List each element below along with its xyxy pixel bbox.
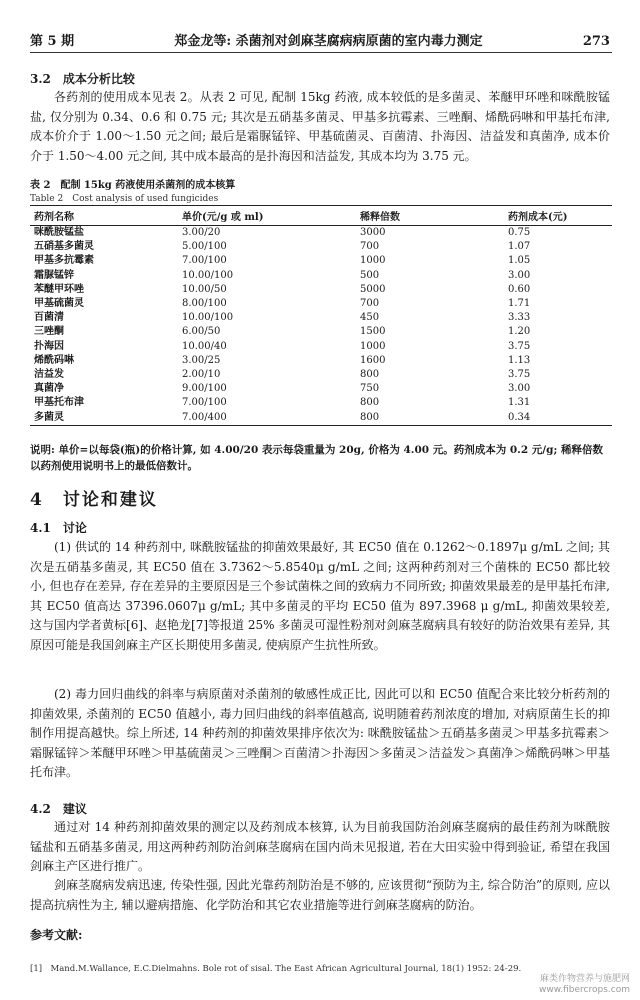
section-3-2-paragraph: 各药剂的使用成本见表 2。从表 2 可见, 配制 15kg 药液, 成本较低的是多菌灵、苯醚甲环唑和咪酰胺锰盐, 仅分别为 0.34、0.6 和 0.75 元; 其次是五硝基多菌灵、甲基多抗霉素、三唑酮、烯酰码啉和甲基托布津, 成本价介于 1.00～1.50 元之间; 最后是霜脲锰锌、甲基硫菌灵、百菌清、扑海因、洁益发和真菌净, 成本价介于 1.50～4.00 元之间, 其中成本最高的是扑海因和洁益发, 其成本均为 3.75 元。 <box>30 90 610 163</box>
suggestion-paragraph-2: 剑麻茎腐病发病迅速, 传染性强, 因此光靠药剂防治是不够的, 应该贯彻“预防为主, 综合防治”的原则, 应以提高抗病性为主, 辅以避病措施、化学防治和其它农业措施等进行剑麻茎腐病的防治。 <box>30 878 610 912</box>
table-row <box>30 283 612 297</box>
table-row <box>30 354 612 368</box>
cost-cell: 3.00 <box>508 269 531 281</box>
cost-cell: 0.60 <box>508 283 531 295</box>
cost-cell: 3.75 <box>508 340 531 352</box>
fungicide-name-cell: 多菌灵 <box>34 411 64 423</box>
cost-cell: 1.71 <box>508 298 531 310</box>
unit-price-cell: 7.00/100 <box>182 255 227 267</box>
dilution-cell: 1600 <box>360 354 386 366</box>
references-heading: 参考文献: <box>30 928 83 942</box>
cost-cell: 1.31 <box>508 397 531 409</box>
table-row <box>30 254 612 268</box>
dilution-cell: 1500 <box>360 326 386 338</box>
fungicide-name-cell: 三唑酮 <box>34 326 64 338</box>
table-row <box>30 297 612 311</box>
fungicide-name-cell: 甲基托布津 <box>34 397 84 409</box>
table-body <box>30 226 612 426</box>
cost-cell: 1.13 <box>508 354 531 366</box>
unit-price-cell: 5.00/100 <box>182 241 227 253</box>
dilution-cell: 450 <box>360 312 380 324</box>
table-note: 说明: 单价=以每袋(瓶)的价格计算, 如 4.00/20 表示每袋重量为 20g, 价格为 4.00 元。药剂成本为 0.2 元/g; 稀释倍数以药剂使用说明书上的最低倍数计。 <box>30 444 603 472</box>
table-row <box>30 311 612 325</box>
unit-price-cell: 10.00/50 <box>182 283 227 295</box>
unit-price-cell: 7.00/100 <box>182 397 227 409</box>
unit-price-cell: 10.00/100 <box>182 312 234 324</box>
table-header-row <box>30 206 612 226</box>
table-row <box>30 325 612 339</box>
dilution-cell: 800 <box>360 369 380 381</box>
cost-cell: 3.33 <box>508 312 531 324</box>
watermark-line-2: www.fibercrops.com <box>539 985 630 995</box>
section-4-heading: 4 讨论和建议 <box>30 490 158 510</box>
running-title: 郑金龙等: 杀菌剂对剑麻茎腐病病原菌的室内毒力测定 <box>174 34 483 49</box>
cost-cell: 1.07 <box>508 241 531 253</box>
fungicide-name-cell: 烯酰码啉 <box>34 354 74 366</box>
fungicide-name-cell: 甲基多抗霉素 <box>34 255 94 267</box>
section-3-2-heading: 3.2 成本分析比较 <box>30 72 135 86</box>
dilution-cell: 5000 <box>360 283 386 295</box>
table-2-caption-en: Table 2 Cost analysis of used fungicides <box>30 194 219 204</box>
column-header: 稀释倍数 <box>356 206 504 226</box>
fungicide-name-cell: 咪酰胺锰盐 <box>34 227 84 238</box>
dilution-cell: 750 <box>360 383 380 395</box>
unit-price-cell: 2.00/10 <box>182 369 221 381</box>
discussion-paragraph-1: (1) 供试的 14 种药剂中, 咪酰胺锰盐的抑菌效果最好, 其 EC50 值在 0.1262～0.1897μ g/mL 之间; 其次是五硝基多菌灵, 其 EC50 值在 3.7362～5.8540μ g/mL 之间; 这两种药剂对三个菌株的 EC50 都比较小, 但也存在差异, 存在差异的主要原因是三个参试菌株之间的致病力不同所致; 抑菌效果最差的是甲基托布津, 其 EC50 值高达 37396.0607μ g/mL; 其中多菌灵的平均 EC50 值为 897.3968 μ g/mL, 抑菌效果较差, 这与国内学者黄标[6]、赵艳龙[7]等报道 25% 多菌灵可湿性粉剂对剑麻茎腐病具有较好的防治效果有差异, 其原因可能是我国剑麻主产区长期使用多菌灵, 使病原产生抗性所致。 <box>30 540 610 652</box>
table-row <box>30 368 612 382</box>
fungicide-name-cell: 霜脲锰锌 <box>34 269 74 281</box>
cost-cell: 3.75 <box>508 369 531 381</box>
table-row <box>30 382 612 396</box>
section-4-1-heading: 4.1 讨论 <box>30 521 87 535</box>
reference-item: [1] Mand.M.Wallance, E.C.Dielmahns. Bole rot of sisal. The East African Agricultural Journal, 18(1) 1952: 24-29. <box>30 964 522 974</box>
fungicide-name-cell: 甲基硫菌灵 <box>34 298 84 310</box>
table-row <box>30 396 612 410</box>
dilution-cell: 3000 <box>360 227 386 238</box>
dilution-cell: 700 <box>360 241 380 253</box>
cost-cell: 1.05 <box>508 255 531 267</box>
column-header: 药剂成本(元) <box>504 206 612 226</box>
watermark <box>539 974 630 996</box>
dilution-cell: 1000 <box>360 340 386 352</box>
unit-price-cell: 3.00/20 <box>182 227 221 238</box>
unit-price-cell: 3.00/25 <box>182 354 221 366</box>
fungicide-name-cell: 真菌净 <box>34 383 64 395</box>
dilution-cell: 500 <box>360 269 380 281</box>
unit-price-cell: 8.00/100 <box>182 298 227 310</box>
dilution-cell: 800 <box>360 397 380 409</box>
issue-number: 第 5 期 <box>30 34 75 49</box>
section-4-2-heading: 4.2 建议 <box>30 802 87 816</box>
page-number: 273 <box>582 34 610 49</box>
table-2-caption-cn: 表 2 配制 15kg 药液使用杀菌剂的成本核算 <box>30 180 236 191</box>
column-header: 单价(元/g 或 ml) <box>178 206 356 226</box>
discussion-paragraph-2: (2) 毒力回归曲线的斜率与病原菌对杀菌剂的敏感性成正比, 因此可以和 EC50 值配合来比较分析药剂的抑菌效果, 杀菌剂的 EC50 值越小, 毒力回归曲线的斜率值越高, 说明随着药剂浓度的增加, 对病原菌生长的抑制作用提高越快。综上所述, 14 种药剂的抑菌效果排序依次为: 咪酰胺锰盐＞五硝基多菌灵＞甲基多抗霉素＞霜脲锰锌＞苯醚甲环唑＞甲基硫菌灵＞三唑酮＞百菌清＞扑海因＞多菌灵＞洁益发＞真菌净＞烯酰码啉＞甲基托布津。 <box>30 687 610 779</box>
cost-cell: 1.20 <box>508 326 531 338</box>
column-header: 药剂名称 <box>30 206 178 226</box>
unit-price-cell: 7.00/400 <box>182 411 227 423</box>
table-row <box>30 226 612 241</box>
suggestion-paragraph-1: 通过对 14 种药剂抑菌效果的测定以及药剂成本核算, 认为目前我国防治剑麻茎腐病的最佳药剂为咪酰胺锰盐和五硝基多菌灵, 用这两种药剂防治剑麻茎腐病在国内尚未见报道, 若在大田实验中得到验证, 希望在我国剑麻主产区进行推广。 <box>30 820 610 873</box>
unit-price-cell: 10.00/100 <box>182 269 234 281</box>
cost-table <box>30 205 612 426</box>
cost-cell: 3.00 <box>508 383 531 395</box>
unit-price-cell: 10.00/40 <box>182 340 227 352</box>
table-row <box>30 269 612 283</box>
cost-cell: 0.75 <box>508 227 531 238</box>
dilution-cell: 1000 <box>360 255 386 267</box>
dilution-cell: 700 <box>360 298 380 310</box>
fungicide-name-cell: 扑海因 <box>34 340 64 352</box>
dilution-cell: 800 <box>360 411 380 423</box>
fungicide-name-cell: 百菌清 <box>34 312 64 324</box>
watermark-line-1: 麻类作物营养与施肥网 <box>539 974 630 984</box>
fungicide-name-cell: 苯醚甲环唑 <box>34 283 84 295</box>
header-rule <box>30 52 612 53</box>
fungicide-name-cell: 五硝基多菌灵 <box>34 241 94 253</box>
table-row <box>30 411 612 426</box>
table-row <box>30 340 612 354</box>
fungicide-name-cell: 洁益发 <box>34 369 64 381</box>
running-header <box>30 30 610 49</box>
unit-price-cell: 9.00/100 <box>182 383 227 395</box>
unit-price-cell: 6.00/50 <box>182 326 221 338</box>
table-row <box>30 240 612 254</box>
cost-cell: 0.34 <box>508 411 531 423</box>
